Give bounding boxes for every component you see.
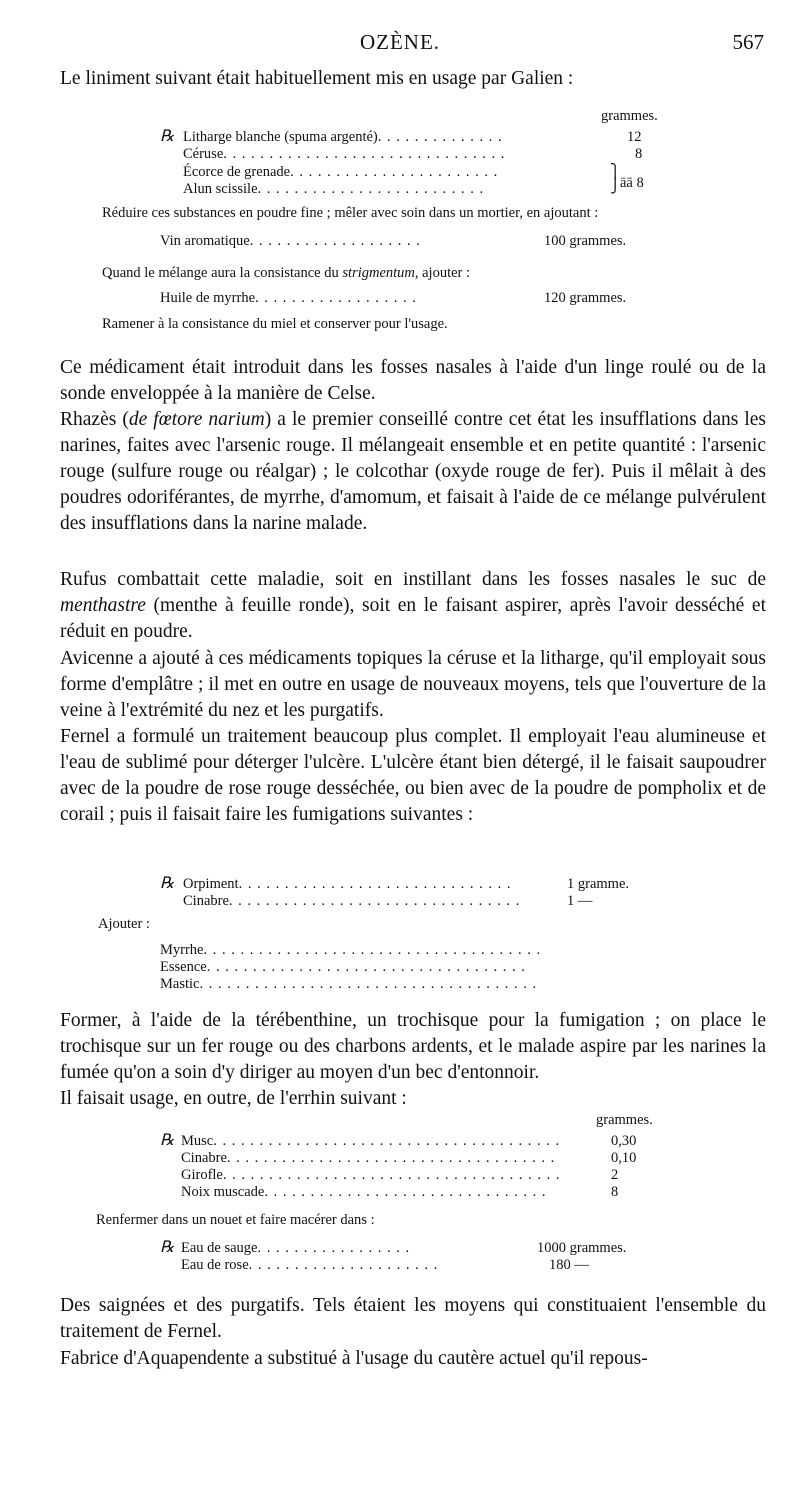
ingredient-label: Cinabre	[181, 1150, 227, 1166]
paragraph: Il faisait usage, en outre, de l'errhin suivant :	[60, 1088, 407, 1109]
ingredient-label: Eau de rose	[181, 1257, 249, 1273]
ingredient-value: 100 grammes.	[544, 233, 627, 249]
ingredient-value: 0,10	[611, 1150, 637, 1166]
paragraph: Rhazès (de fœtore narium) a le premier conseillé contre cet état les insufflations dans les narines, faites avec l'arsenic rouge. Il mélangeait ensemble et en petite quantité : l'arsenic rouge (sulfure rouge ou réalgar) ; le colcothar (oxyde rouge de fer). Puis il mêlait à des poudres odoriférantes, de myrrhe, d'amomum, et faisait à l'aide de ce mélange pulvérulent des insufflations dans la narine malade.	[60, 409, 767, 534]
ingredient-label: Noix muscade	[181, 1184, 265, 1200]
recipe1-row: Alun scissile. . . . . . . . . . . . . . . . . . . . . . . . .	[183, 181, 485, 197]
intro-line: Le liniment suivant était habituellement mis en usage par Galien :	[60, 68, 574, 89]
instruction: Renfermer dans un nouet et faire macérer dans :	[96, 1212, 375, 1228]
brace-icon: ⎫ ⎭	[610, 165, 621, 194]
instruction: Quand le mélange aura la consistance du strigmentum, ajouter :	[102, 265, 471, 281]
recipe2-row: Orpiment. . . . . . . . . . . . . . . . . . . . . . . . . . . . . . 1 gramme.	[183, 876, 630, 892]
ingredient-label: Écorce de grenade	[183, 164, 291, 180]
ingredient-label: Alun scissile	[183, 181, 258, 197]
ingredient-label: Musc	[181, 1133, 214, 1149]
ingredient-value: 8	[635, 146, 643, 162]
ingredient-value: 12	[627, 129, 642, 145]
recipe-symbol-icon: ℞	[160, 875, 175, 892]
ingredient-value: 8	[611, 1184, 619, 1200]
ingredient-label: Girofle	[181, 1167, 223, 1183]
recipe3-row: Musc. . . . . . . . . . . . . . . . . . . . . . . . . . . . . . . . . . . . . . 0,30	[181, 1133, 637, 1149]
aa-value: āā 8	[620, 175, 644, 191]
ingredient-label: Vin aromatique	[160, 233, 250, 249]
recipe3-row: Girofle. . . . . . . . . . . . . . . . . . . . . . . . . . . . . . . . . . . . . 2	[181, 1167, 619, 1183]
ingredient-value: 180 —	[549, 1257, 589, 1273]
paragraph: Fabrice d'Aquapendente a substitué à l'usage du cautère actuel qu'il repous-	[60, 1348, 648, 1369]
recipe3-liquid-row: Eau de sauge. . . . . . . . . . . . . . . . . 1000 grammes.	[181, 1240, 627, 1256]
recipe1-row: Céruse. . . . . . . . . . . . . . . . . . . . . . . . . . . . . . . 8	[183, 146, 643, 162]
running-title: OZÈNE.	[359, 30, 441, 54]
ingredient-value: 2	[611, 1167, 619, 1183]
paragraph: Fernel a formulé un traitement beaucoup plus complet. Il employait l'eau alumineuse et l'eau de sublimé pour déterger l'ulcère. L'ulcère étant bien détergé, il le faisait saupoudrer avec de la poudre de rose rouge desséchée, ou bien avec de la poudre de pompholix et de corail ; puis il faisait faire les fumigations suivantes :	[60, 726, 766, 825]
paragraph: Des saignées et des purgatifs. Tels étaient les moyens qui constituaient l'ensemble du traitement de Fernel.	[60, 1295, 766, 1342]
instruction: Réduire ces substances en poudre fine ; mêler avec soin dans un mortier, en ajoutant :	[102, 205, 599, 221]
ingredient-label: Eau de sauge	[181, 1240, 258, 1256]
instruction: Ramener à la consistance du miel et conserver pour l'usage.	[102, 316, 448, 332]
paragraph: Ce médicament était introduit dans les fosses nasales à l'aide d'un linge roulé ou de la sonde enveloppée à la manière de Celse.	[60, 357, 766, 404]
ingredient-label: Cinabre	[183, 893, 229, 909]
recipe2-extra: Essence. . . . . . . . . . . . . . . . . . . . . . . . . . . . . . . . . . .	[160, 959, 526, 975]
ingredient-value: 1 gramme.	[567, 876, 630, 892]
recipe2-row: Cinabre. . . . . . . . . . . . . . . . . . . . . . . . . . . . . . . . 1 —	[183, 893, 593, 909]
ingredient-value: 1 —	[567, 893, 593, 909]
ingredient-value: 120 grammes.	[544, 290, 627, 306]
recipe3-row: Noix muscade. . . . . . . . . . . . . . . . . . . . . . . . . . . . . . . 8	[181, 1184, 619, 1200]
recipe2-extra: Myrrhe. . . . . . . . . . . . . . . . . . . . . . . . . . . . . . . . . . . . .	[160, 942, 542, 958]
recipe3-unit: grammes.	[596, 1112, 653, 1128]
ingredient-value: 1000 grammes.	[537, 1240, 627, 1256]
ingredient-label: Litharge blanche (spuma argenté)	[183, 129, 378, 145]
ingredient-label: Orpiment	[183, 876, 239, 892]
paragraph: Former, à l'aide de la térébenthine, un trochisque pour la fumigation ; on place le trochisque sur un fer rouge ou des charbons ardents, et le malade aspire par les narines la fumée qu'on a soin d'y diriger au moyen d'un bec d'entonnoir.	[60, 1010, 766, 1083]
page-number: 567	[732, 30, 764, 54]
recipe1-row: Litharge blanche (spuma argenté). . . . . . . . . . . . . . 12	[183, 129, 642, 145]
recipe3-liquid-row: Eau de rose. . . . . . . . . . . . . . . . . . . . . 180 —	[181, 1257, 589, 1273]
paragraph: Rufus combattait cette maladie, soit en instillant dans les fosses nasales le suc de menthastre (menthe à feuille ronde), soit en le faisant aspirer, après l'avoir desséché et réduit en poudre.	[60, 569, 766, 642]
recipe1-huile-row: Huile de myrrhe. . . . . . . . . . . . . . . . . . 120 grammes.	[160, 290, 627, 306]
ingredient-label: Huile de myrrhe	[160, 290, 256, 306]
recipe-symbol-icon: ℞	[160, 128, 175, 145]
recipe1-unit: grammes.	[601, 108, 658, 124]
ingredient-label: Céruse	[183, 146, 224, 162]
ingredient-value: 0,30	[611, 1133, 637, 1149]
recipe2-extra: Mastic. . . . . . . . . . . . . . . . . . . . . . . . . . . . . . . . . . . . .	[160, 976, 538, 992]
recipe-symbol-icon: ℞	[160, 1239, 175, 1256]
recipe3-row: Cinabre. . . . . . . . . . . . . . . . . . . . . . . . . . . . . . . . . . . . 0,10	[181, 1150, 637, 1166]
paragraph: Avicenne a ajouté à ces médicaments topiques la céruse et la litharge, qu'il employait sous forme d'emplâtre ; il met en outre en usage de nouveaux moyens, tels que l'ouverture de la veine à l'extrémité du nez et les purgatifs.	[60, 648, 766, 721]
recipe1-vin-row: Vin aromatique. . . . . . . . . . . . . . . . . . . 100 grammes.	[160, 233, 627, 249]
ajouter-label: Ajouter :	[98, 916, 150, 932]
recipe1-row: Écorce de grenade. . . . . . . . . . . . . . . . . . . . . . .	[183, 164, 499, 180]
recipe-symbol-icon: ℞	[160, 1132, 175, 1149]
